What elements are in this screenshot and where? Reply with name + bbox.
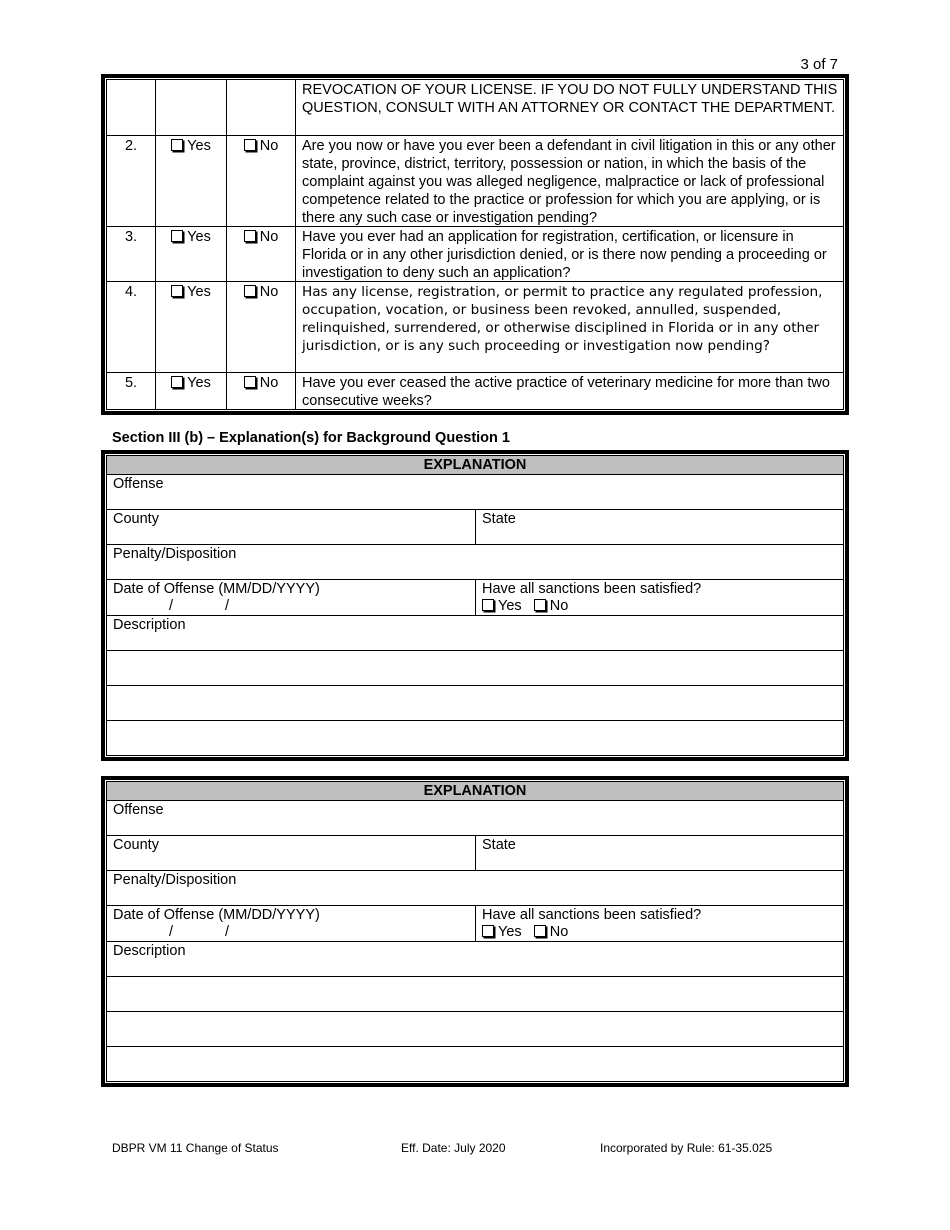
checkbox-icon <box>171 376 183 388</box>
date-of-offense-field[interactable] <box>107 906 476 941</box>
question-text: Are you now or have you ever been a defendant in civil litigation in this or any other state, province, district, territory, possession or nation, in which the basis of the complaint against you was alleged negligence, malpractice or lack of professional competence related to the practice or profession for which you are applying, or is there any such case or investigation pending? <box>302 138 836 226</box>
checkbox-icon <box>534 599 546 611</box>
description-line-2[interactable] <box>107 1012 843 1047</box>
description-label: Description <box>113 943 186 959</box>
state-label: State <box>482 837 516 853</box>
no-checkbox[interactable] <box>227 373 296 409</box>
background-questions-table <box>101 74 849 415</box>
yes-checkbox[interactable] <box>156 227 227 281</box>
date-label: Date of Offense (MM/DD/YYYY) <box>113 581 320 597</box>
description-label: Description <box>113 617 186 633</box>
footer-rule: Incorporated by Rule: 61-35.025 <box>600 1141 773 1155</box>
no-label: No <box>549 924 569 940</box>
checkbox-icon <box>171 230 183 242</box>
date-sep-2: / <box>225 598 230 614</box>
description-line-2[interactable] <box>107 686 843 721</box>
county-state-row <box>107 510 843 545</box>
explanation-table-2 <box>101 776 849 1087</box>
penalty-row[interactable] <box>107 545 843 580</box>
no-label: No <box>259 375 279 391</box>
yes-label: Yes <box>187 138 211 154</box>
question-number: 5. <box>107 373 156 409</box>
explanation-table-1 <box>101 450 849 761</box>
question-number: 2. <box>107 136 156 226</box>
date-sep-2: / <box>225 924 230 940</box>
explanation-header: EXPLANATION <box>107 456 843 475</box>
no-label: No <box>259 138 279 154</box>
yes-checkbox[interactable] <box>156 282 227 372</box>
footer-form-name: DBPR VM 11 Change of Status <box>112 1141 279 1155</box>
yes-cell <box>156 80 227 135</box>
sanctions-label: Have all sanctions been satisfied? <box>482 907 702 923</box>
date-sanctions-row <box>107 906 843 942</box>
checkbox-icon <box>244 139 256 151</box>
sanctions-yes-checkbox[interactable] <box>482 598 522 614</box>
sanctions-field <box>476 906 843 941</box>
description-line-3[interactable] <box>107 721 843 755</box>
no-checkbox[interactable] <box>227 282 296 372</box>
state-field[interactable] <box>476 836 843 870</box>
sanctions-yes-checkbox[interactable] <box>482 924 522 940</box>
yes-label: Yes <box>187 229 211 245</box>
state-label: State <box>482 511 516 527</box>
sanctions-field <box>476 580 843 615</box>
no-checkbox[interactable] <box>227 136 296 226</box>
county-field[interactable] <box>107 836 476 870</box>
sanctions-no-checkbox[interactable] <box>534 598 569 614</box>
yes-label: Yes <box>187 375 211 391</box>
yes-label: Yes <box>187 284 211 300</box>
question-text: Have you ever ceased the active practice of veterinary medicine for more than two consecutive weeks? <box>302 375 830 409</box>
question-number: 4. <box>107 282 156 372</box>
date-separators <box>113 598 469 615</box>
question-row-2 <box>107 135 843 226</box>
date-label: Date of Offense (MM/DD/YYYY) <box>113 907 320 923</box>
description-line-1[interactable] <box>107 977 843 1012</box>
checkbox-icon <box>482 599 494 611</box>
county-label: County <box>113 511 159 527</box>
county-label: County <box>113 837 159 853</box>
county-state-row <box>107 836 843 871</box>
checkbox-icon <box>534 925 546 937</box>
checkbox-icon <box>171 139 183 151</box>
description-row[interactable] <box>107 616 843 651</box>
sanctions-no-checkbox[interactable] <box>534 924 569 940</box>
description-line-1[interactable] <box>107 651 843 686</box>
checkbox-icon <box>244 230 256 242</box>
yes-label: Yes <box>498 598 522 614</box>
penalty-row[interactable] <box>107 871 843 906</box>
penalty-label: Penalty/Disposition <box>113 546 237 562</box>
date-sep-1: / <box>169 598 174 614</box>
explanation-header: EXPLANATION <box>107 782 843 801</box>
question-row-3 <box>107 226 843 281</box>
question-text: Has any license, registration, or permit to practice any regulated profession, occupation, vocation, or business been revoked, annulled, suspended, relinquished, surrendered, or otherwise disciplined in Florida or in any other jurisdiction, or is any such proceeding or investigation now pending? <box>302 284 823 354</box>
date-sep-1: / <box>169 924 174 940</box>
footer-eff-date: Eff. Date: July 2020 <box>401 1141 506 1155</box>
description-line-3[interactable] <box>107 1047 843 1081</box>
question-row-continued <box>107 80 843 135</box>
no-label: No <box>259 284 279 300</box>
date-of-offense-field[interactable] <box>107 580 476 615</box>
offense-label: Offense <box>113 476 164 492</box>
description-row[interactable] <box>107 942 843 977</box>
penalty-label: Penalty/Disposition <box>113 872 237 888</box>
sanctions-label: Have all sanctions been satisfied? <box>482 581 702 597</box>
yes-checkbox[interactable] <box>156 373 227 409</box>
yes-checkbox[interactable] <box>156 136 227 226</box>
date-sanctions-row <box>107 580 843 616</box>
question-row-5 <box>107 372 843 409</box>
question-text: REVOCATION OF YOUR LICENSE. IF YOU DO NOT FULLY UNDERSTAND THIS QUESTION, CONSULT WITH AN ATTORNEY OR CONTACT THE DEPARTMENT. <box>302 82 838 116</box>
page-number: 3 of 7 <box>800 56 838 73</box>
offense-row[interactable] <box>107 475 843 510</box>
section-title: Section III (b) – Explanation(s) for Background Question 1 <box>112 430 510 446</box>
no-label: No <box>549 598 569 614</box>
no-cell <box>227 80 296 135</box>
question-text: Have you ever had an application for registration, certification, or licensure in Florida or in any other jurisdiction denied, or is there now pending a proceeding or investigation to deny such an application? <box>302 229 827 281</box>
date-separators <box>113 924 469 941</box>
offense-row[interactable] <box>107 801 843 836</box>
question-number <box>107 80 156 135</box>
no-label: No <box>259 229 279 245</box>
state-field[interactable] <box>476 510 843 544</box>
no-checkbox[interactable] <box>227 227 296 281</box>
question-row-4 <box>107 281 843 372</box>
checkbox-icon <box>244 285 256 297</box>
yes-label: Yes <box>498 924 522 940</box>
offense-label: Offense <box>113 802 164 818</box>
county-field[interactable] <box>107 510 476 544</box>
checkbox-icon <box>244 376 256 388</box>
question-number: 3. <box>107 227 156 281</box>
checkbox-icon <box>482 925 494 937</box>
checkbox-icon <box>171 285 183 297</box>
